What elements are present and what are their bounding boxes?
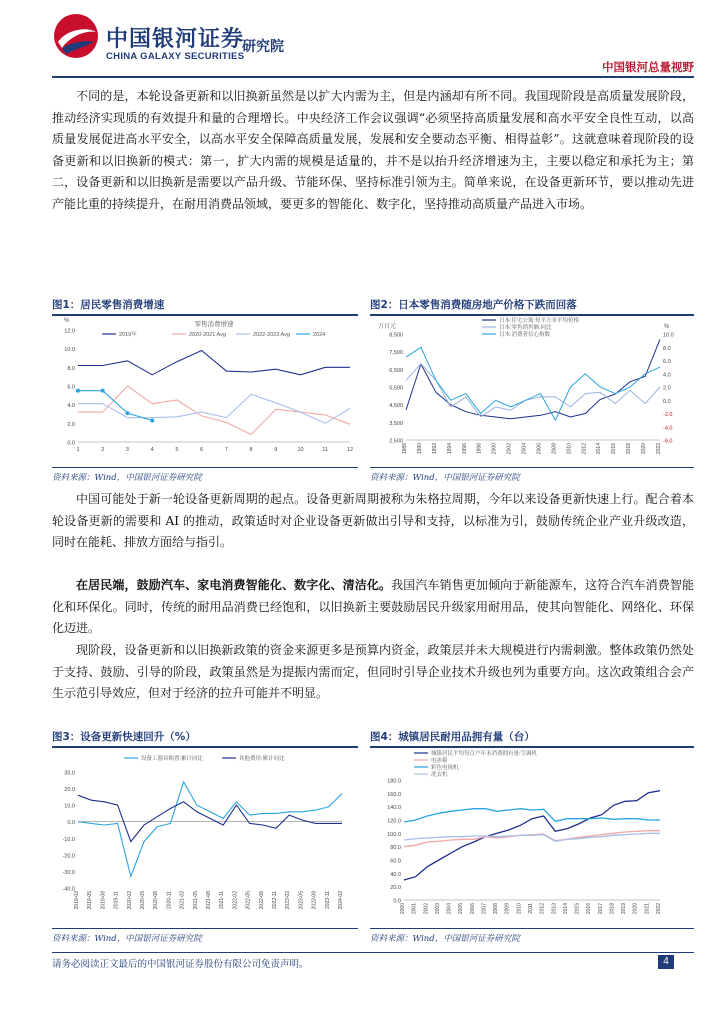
x-tick-label: 2000 [491, 443, 498, 455]
x-tick-label: 2020-05 [140, 891, 146, 910]
legend-label: 日本:零售销售额:同比 [499, 325, 552, 331]
x-tick-label: 2012 [581, 443, 588, 455]
x-tick-label: 12 [346, 447, 354, 453]
x-tick-label: 2006 [469, 903, 476, 915]
series-line-1 [404, 831, 660, 847]
y-axis-label-left: 万日元 [378, 324, 397, 330]
y-tick-label: 5,500 [389, 385, 403, 392]
x-tick-label: 2008 [493, 903, 500, 915]
x-tick-label: 2020-02 [126, 891, 133, 910]
x-tick-label: 2019-02 [74, 891, 80, 910]
x-tick-label: 2010 [516, 903, 523, 915]
logo-cn: 中国银河证券 [106, 27, 245, 52]
y-tick-label: 180.0 [387, 778, 401, 785]
x-tick-label: 2020 [632, 903, 639, 915]
paragraph-4: 现阶段，设备更新和以旧换新政策的资金来源更多是预算内资金，政策层并未大规模进行内需刺激。整体政策仍然处于支持、鼓励、引导的阶段，政策虽然是为提振内需而定，但同时引导企业技术升级也列为重要方向。这次政策组合会产生示范引导效应，但对于经济的拉升可能并不明显。 [52, 643, 694, 701]
x-tick-label: 2016 [586, 903, 593, 915]
x-tick-label: 2003 [434, 903, 441, 915]
x-tick-label: 2006 [536, 443, 543, 455]
galaxy-logo-icon [52, 12, 100, 60]
x-tick-label: 2021-05 [192, 891, 199, 910]
x-tick-label: 2011 [528, 903, 534, 914]
x-tick-label: 2020 [641, 443, 648, 455]
fig3-source: 资料来源：Wind，中国银河证券研究院 [52, 928, 358, 944]
x-tick-label: 2002 [506, 443, 513, 455]
legend-label: 其他费用:累计同比 [239, 756, 285, 762]
y-axis-label: % [64, 318, 70, 324]
legend-label: 2024 [313, 332, 326, 338]
y-tick-label: -10.0 [62, 836, 75, 843]
y-tick-label: 0.0 [67, 820, 75, 827]
x-tick-label: 2021 [644, 903, 651, 915]
chart-title: 零售消费增速 [194, 321, 234, 328]
legend-label: 2020-2021 Avg [189, 332, 226, 338]
x-tick-label: 1990 [416, 443, 423, 455]
x-tick-label: 2014 [562, 903, 569, 915]
y-tick-label: 2.0 [67, 421, 75, 428]
x-tick-label: 2001 [411, 903, 418, 915]
x-tick-label: 4 [150, 447, 154, 453]
y-tick-label: 10.0 [64, 803, 75, 810]
y-tick-label: 8.0 [67, 365, 75, 372]
x-tick-label: 1992 [431, 443, 438, 455]
x-tick-label: 2019-11 [113, 891, 120, 909]
x-tick-label: 9 [274, 447, 278, 453]
paragraph-1: 不同的是，本轮设备更新和以旧换新虽然是以扩大内需为主，但是内涵却有所不同。我国现阶段是高质量发展阶段，推动经济实现质的有效提升和量的合理增长。中央经济工作会议强调“必须坚持高质量发展和高水平安全良性互动，以高质量发展促进高水平安全，以高水平安全保障高质量发展，发展和安全要动态平衡、相得益彰”。这就意味着现阶段的设备更新和以旧换新的模式：第一，扩大内需的规模是适量的，并不是以抬升经济增速为主，主要以稳定和承托为主；第二，设备更新和以旧换新是需要以产品升级、节能环保、坚持标准引领为主。简单来说，在设备更新环节，要以推动先进产能比重的持续提升，在耐用消费品领域，要更多的智能化、数字化，坚持推动高质量产品进入市场。 [52, 89, 694, 211]
fig1-source: 资料来源：Wind，中国银河证券研究院 [52, 467, 358, 483]
x-tick-label: 2019-08 [100, 891, 107, 910]
y-tick-label: 12.0 [64, 328, 75, 335]
series-line-0 [78, 351, 350, 375]
y-tick-label: 100.0 [387, 831, 401, 838]
series-title: 中国银河总量视野 [602, 60, 694, 74]
x-tick-label: 2022 [656, 443, 662, 455]
series-line-0 [406, 339, 660, 419]
paragraph-3-lead: 在居民端，鼓励汽车、家电消费智能化、数字化、清洁化。 [76, 578, 392, 592]
fig2-chart [370, 316, 694, 466]
y-tick-label: 80.0 [390, 845, 401, 852]
y-right-tick-label: 6.0 [663, 359, 671, 365]
y-tick-label: 4.0 [67, 403, 75, 410]
x-tick-label: 2024-02 [338, 891, 344, 910]
legend-label: 2019年 [119, 332, 137, 338]
y-tick-label: 140.0 [387, 805, 401, 812]
y-tick-label: 8,500 [389, 332, 403, 339]
series-point-3 [150, 419, 154, 423]
y-tick-label: -20.0 [62, 853, 75, 860]
y-tick-label: 20.0 [390, 885, 401, 892]
legend-label: 日本:住宅公寓:每平方米平均价格 [499, 318, 580, 324]
series-line-2 [406, 347, 660, 420]
x-tick-label: 2020-11 [166, 891, 173, 909]
x-tick-label: 2010 [566, 443, 573, 455]
x-tick-label: 2022-08 [258, 891, 265, 910]
x-tick-label: 1998 [476, 443, 483, 455]
x-tick-label: 2023-11 [324, 891, 331, 909]
x-tick-label: 2021-11 [219, 891, 226, 909]
x-tick-label: 2018 [626, 443, 633, 455]
x-tick-label: 2021-08 [206, 891, 212, 910]
y-right-tick-label: -4.0 [663, 425, 673, 432]
x-tick-label: 2022 [656, 903, 662, 915]
x-tick-label: 2015 [574, 903, 581, 915]
x-tick-label: 2004 [521, 443, 528, 455]
y-right-tick-label: 10.0 [663, 332, 674, 339]
x-tick-label: 2019-05 [87, 891, 94, 910]
fig2-source: 资料来源：Wind，中国银河证券研究院 [370, 467, 694, 483]
fig1-chart [52, 316, 358, 466]
y-tick-label: 4,500 [389, 403, 403, 410]
y-tick-label: 6,500 [389, 367, 403, 374]
x-tick-label: 2022-02 [232, 891, 239, 910]
y-tick-label: 20.0 [64, 787, 75, 794]
y-tick-label: 160.0 [387, 791, 401, 798]
x-tick-label: 2008 [551, 443, 558, 455]
x-tick-label: 2009 [504, 903, 511, 915]
x-tick-label: 1 [76, 447, 80, 453]
series-line-0 [78, 782, 342, 877]
fig3-title: 图3：设备更新快速回升（%） [52, 729, 358, 748]
y-tick-label: 60.0 [390, 858, 401, 865]
y-right-tick-label: 0.0 [663, 398, 671, 405]
y-tick-label: 3,500 [389, 420, 403, 427]
y-tick-label: -40.0 [62, 886, 75, 893]
footer-rule [52, 952, 694, 953]
x-tick-label: 2022-05 [245, 891, 252, 910]
header-rule [52, 76, 694, 78]
y-tick-label: -30.0 [62, 869, 75, 876]
x-tick-label: 2012 [539, 903, 546, 915]
paragraph-3-body: 我国汽车销售更加倾向于新能源车，这符合汽车消费智能化和环保化。同时，传统的耐用品消费已经饱和，以旧换新主要鼓励居民升级家用耐用品，使其向智能化、网络化、环保化迈进。 [52, 578, 694, 636]
x-tick-label: 8 [249, 447, 253, 453]
y-tick-label: 2,500 [389, 438, 403, 445]
series-point-3 [125, 411, 129, 415]
legend-label: 2022-2023 Avg [253, 332, 290, 338]
y-right-tick-label: -2.0 [663, 412, 673, 418]
x-tick-label: 2020-08 [153, 891, 160, 910]
x-tick-label: 2004 [446, 903, 453, 915]
y-axis-label-right: % [664, 324, 670, 330]
series-line-1 [78, 386, 350, 435]
page-number: 4 [658, 955, 674, 969]
x-tick-label: 6 [200, 447, 204, 453]
x-tick-label: 2016 [611, 443, 618, 455]
x-tick-label: 2018 [609, 903, 616, 915]
x-tick-label: 2 [101, 447, 105, 453]
x-tick-label: 1996 [461, 443, 468, 455]
footer-disclaimer: 请务必阅读正文最后的中国银河证券股份有限公司免责声明。 [52, 959, 309, 970]
x-tick-label: 2023-05 [298, 891, 305, 910]
x-tick-label: 2007 [481, 903, 488, 915]
x-tick-label: 10 [297, 447, 304, 453]
y-tick-label: 10.0 [64, 347, 75, 354]
fig4-chart [370, 748, 694, 926]
x-tick-label: 1988 [402, 443, 408, 455]
y-tick-label: 0.0 [67, 440, 75, 447]
y-tick-label: 120.0 [387, 818, 401, 825]
y-right-tick-label: 2.0 [663, 385, 671, 392]
paragraph-2: 中国可能处于新一轮设备更新周期的起点。设备更新周期被称为朱格拉周期，今年以来设备更新快速上行。配合着本轮设备更新的需要和 AI 的推动，政策适时对企业设备更新做出引导和支持，以标准为引，鼓励传统企业产业升级改造，同时在能耗、排放方面给与指引。 [52, 492, 694, 550]
fig3-chart [52, 748, 358, 926]
x-tick-label: 2023-08 [311, 891, 318, 910]
y-tick-label: 30.0 [64, 770, 75, 777]
series-line-1 [78, 795, 342, 841]
legend-label: 日本:消费者信心指数 [499, 332, 551, 338]
legend-label: 电冰箱 [431, 758, 448, 764]
fig2-title: 图2：日本零售消费随房地产价格下跌而回落 [370, 297, 694, 316]
series-point-3 [76, 389, 80, 393]
series-point-3 [101, 389, 105, 393]
paragraph-3 [52, 575, 694, 640]
logo-en: CHINA GALAXY SECURITIES [106, 51, 245, 62]
header [0, 0, 724, 80]
y-tick-label: 7,500 [389, 350, 403, 357]
x-tick-label: 5 [175, 447, 179, 453]
x-tick-label: 2014 [596, 443, 603, 455]
y-right-tick-label: -6.0 [663, 438, 673, 445]
series-line-2 [404, 809, 660, 822]
x-tick-label: 2002 [423, 903, 430, 915]
y-tick-label: 0.0 [393, 898, 401, 905]
legend-label: 彩色电视机 [431, 765, 459, 771]
legend-label: 城镇居民平均每百户年末消费拥有量:空调机 [431, 751, 538, 757]
y-right-tick-label: 4.0 [663, 372, 671, 379]
x-tick-label: 2000 [400, 903, 406, 915]
fig4-source: 资料来源：Wind，中国银河证券研究院 [370, 928, 694, 944]
fig4-title: 图4：城镇居民耐用品拥有量（台） [370, 729, 694, 748]
x-tick-label: 3 [125, 447, 129, 453]
x-tick-label: 2017 [597, 903, 604, 915]
x-tick-label: 11 [322, 447, 329, 453]
x-tick-label: 2005 [458, 903, 465, 915]
legend-label: 设备工器具购置:累计同比 [141, 756, 204, 762]
x-tick-label: 1994 [446, 443, 453, 455]
x-tick-label: 7 [224, 447, 228, 453]
y-tick-label: 40.0 [390, 871, 401, 878]
fig1-title: 图1：居民零售消费增速 [52, 297, 358, 316]
legend-label: 洗衣机 [431, 772, 448, 778]
y-right-tick-label: 8.0 [663, 345, 671, 352]
x-tick-label: 2022-11 [272, 891, 278, 909]
x-tick-label: 2019 [621, 903, 628, 915]
x-tick-label: 2021-02 [179, 891, 186, 910]
dept-label: 研究院 [242, 39, 284, 55]
y-tick-label: 6.0 [67, 384, 75, 391]
x-tick-label: 2013 [551, 903, 558, 915]
x-tick-label: 2023-02 [285, 891, 292, 910]
